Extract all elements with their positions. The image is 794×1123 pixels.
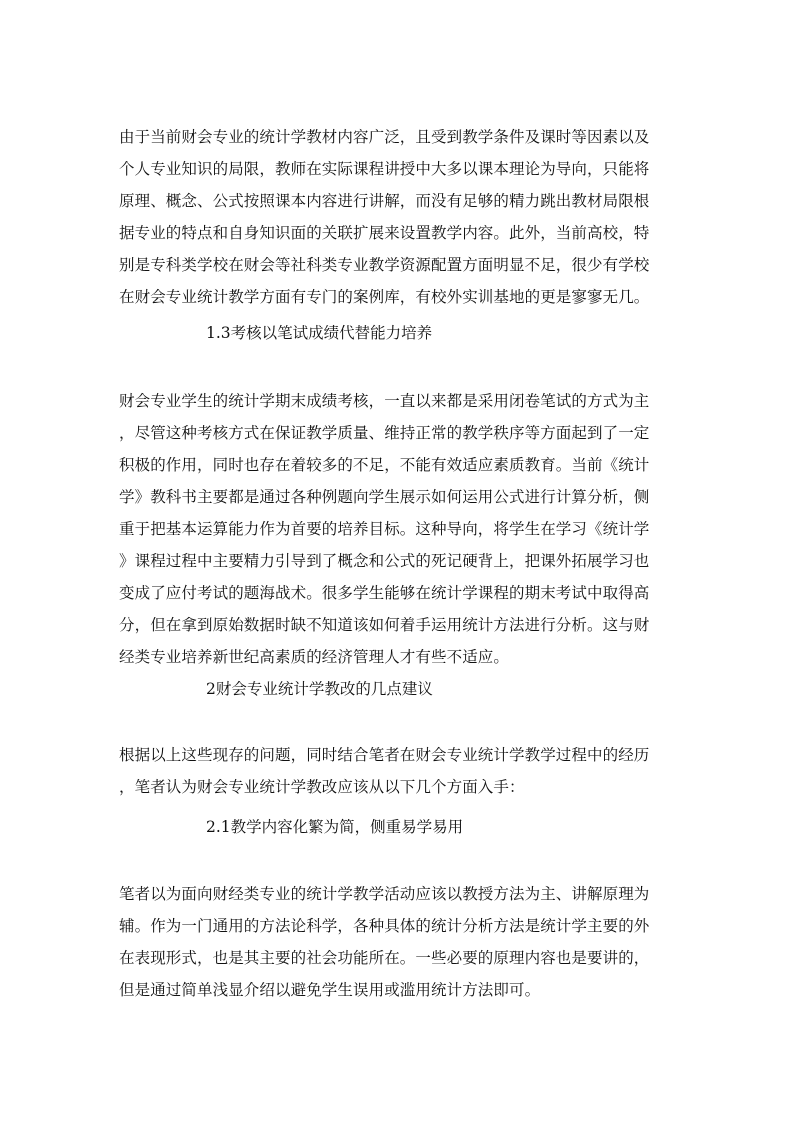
paragraph-line: 学》教科书主要都是通过各种例题向学生展示如何运用公式进行计算分析，侧 — [119, 488, 650, 506]
paragraph-line: 积极的作用，同时也存在着较多的不足，不能有效适应素质教育。当前《统计 — [119, 456, 650, 474]
paragraph-line: 变成了应付考试的题海战术。很多学生能够在统计学课程的期末考试中取得高 — [119, 584, 650, 602]
paragraph-line: ，笔者认为财会专业统计学教改应该从以下几个方面入手： — [119, 778, 525, 796]
paragraph-line: 经类专业培养新世纪高素质的经济管理人才有些不适应。 — [119, 648, 510, 666]
paragraph-line: 》课程过程中主要精力引导到了概念和公式的死记硬背上，把课外拓展学习也 — [119, 552, 650, 570]
paragraph-line: 由于当前财会专业的统计学教材内容广泛，且受到教学条件及课时等因素以及 — [119, 128, 650, 146]
paragraph-line: 但是通过简单浅显介绍以避免学生误用或滥用统计方法即可。 — [119, 981, 541, 999]
paragraph-line: 在表现形式，也是其主要的社会功能所在。一些必要的原理内容也是要讲的， — [119, 949, 650, 967]
paragraph-line: 原理、概念、公式按照课本内容进行讲解，而没有足够的精力跳出教材局限根 — [119, 192, 650, 210]
paragraph-line: 分，但在拿到原始数据时缺不知道该如何着手运用统计方法进行分析。这与财 — [119, 616, 650, 634]
paragraph-line: 别是专科类学校在财会等社科类专业教学资源配置方面明显不足，很少有学校 — [119, 256, 650, 274]
paragraph-line: 财会专业学生的统计学期末成绩考核，一直以来都是采用闭卷笔试的方式为主 — [119, 392, 650, 410]
paragraph-line: 据专业的特点和自身知识面的关联扩展来设置教学内容。此外，当前高校，特 — [119, 224, 650, 242]
paragraph-line: 在财会专业统计教学方面有专门的案例库，有校外实训基地的更是寥寥无几。 — [119, 288, 650, 306]
paragraph-line: 个人专业知识的局限，教师在实际课程讲授中大多以课本理论为导向，只能将 — [119, 160, 650, 178]
section-heading-2: 2财会专业统计学教改的几点建议 — [206, 680, 433, 698]
section-heading-1-3: 1.3考核以笔试成绩代替能力培养 — [206, 324, 433, 342]
paragraph-line: ，尽管这种考核方式在保证教学质量、维持正常的教学秩序等方面起到了一定 — [119, 424, 650, 442]
paragraph-line: 辅。作为一门通用的方法论科学，各种具体的统计分析方法是统计学主要的外 — [119, 917, 650, 935]
paragraph-line: 重于把基本运算能力作为首要的培养目标。这种导向，将学生在学习《统计学 — [119, 520, 650, 538]
paragraph-line: 根据以上这些现存的问题，同时结合笔者在财会专业统计学教学过程中的经历 — [119, 746, 650, 764]
section-heading-2-1: 2.1教学内容化繁为简，侧重易学易用 — [206, 818, 464, 836]
paragraph-line: 笔者以为面向财经类专业的统计学教学活动应该以教授方法为主、讲解原理为 — [119, 885, 650, 903]
